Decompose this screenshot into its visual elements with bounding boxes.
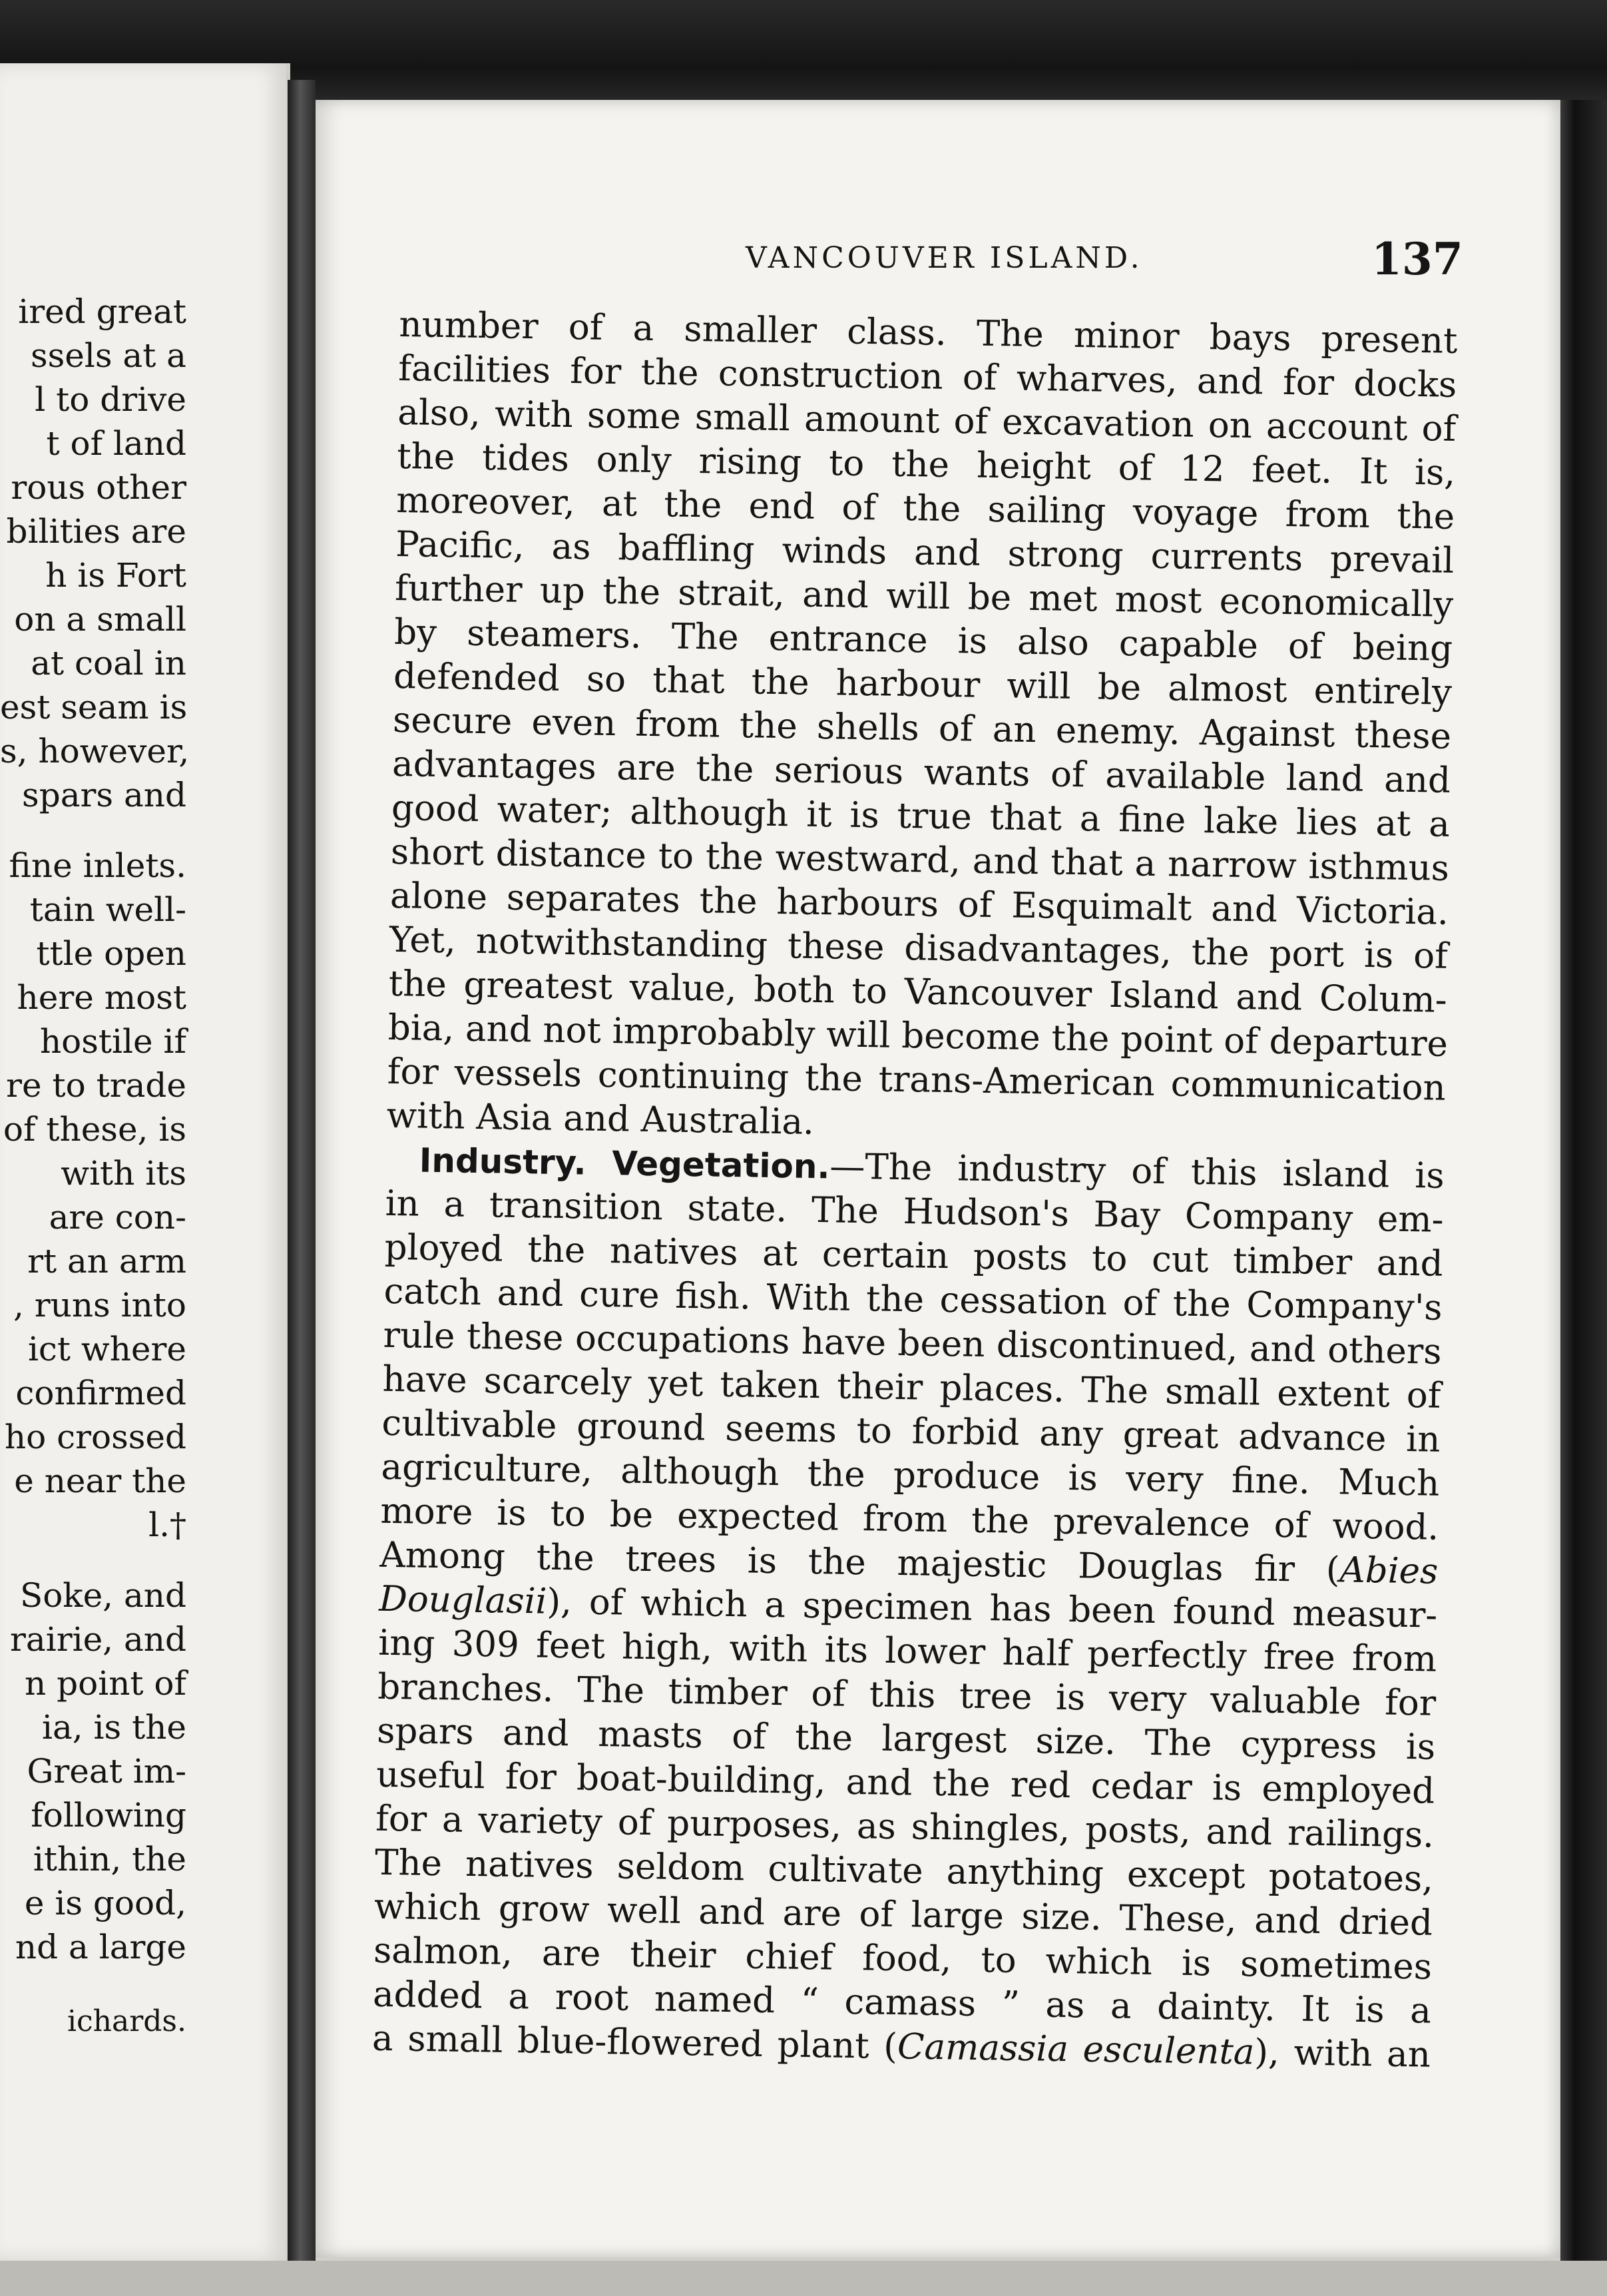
text-line: Pacific, as baffling winds and strong currents prevail xyxy=(395,523,1455,581)
left-page-line: rairie, and xyxy=(10,1620,186,1659)
paragraph-industry-part-a xyxy=(380,1182,1444,1550)
text-line: for a variety of purposes, as shingles, posts, and railings. xyxy=(375,1798,1435,1856)
left-page-line: nd a large xyxy=(15,1928,186,1966)
left-page-line: h is Fort xyxy=(45,556,186,595)
text-line: for vessels continuing the trans-American communication xyxy=(387,1051,1447,1109)
text-line: branches. The timber of this tree is very valuable for xyxy=(377,1666,1437,1724)
text-line: with Asia and Australia. xyxy=(386,1095,815,1143)
text-line: ing 309 feet high, with its lower half perfectly free from xyxy=(377,1622,1437,1680)
left-page-line: ssels at a xyxy=(30,336,186,375)
text-line: cultivable ground seems to forbid any great advance in xyxy=(381,1402,1441,1460)
running-head: VANCOUVER ISLAND. xyxy=(746,241,1143,275)
paragraph-harbour xyxy=(386,303,1458,1155)
text-line: ployed the natives at certain posts to cut timber and xyxy=(384,1227,1444,1285)
text-line: bia, and not improbably will become the point of departure xyxy=(387,1007,1449,1065)
left-page-line: l to drive xyxy=(35,380,186,419)
left-page-line: n point of xyxy=(25,1664,186,1703)
line-text: a small blue-flowered plant ( xyxy=(371,2018,898,2068)
text-line: advantages are the serious wants of available land and xyxy=(391,743,1451,801)
paragraph-industry xyxy=(372,1138,1445,2078)
text-line: in a transition state. The Hudson's Bay Company em- xyxy=(385,1183,1445,1241)
left-page-line: ttle open xyxy=(36,934,186,973)
left-page-line: rt an arm xyxy=(27,1242,186,1281)
italic-term: Camassia esculenta xyxy=(897,2026,1255,2073)
left-page-line: s, however, xyxy=(0,732,190,770)
left-page-line: of these, is xyxy=(3,1110,186,1149)
text-line: number of a smaller class. The minor bays present xyxy=(399,304,1458,362)
text-line: moreover, at the end of the sailing voyage from the xyxy=(395,479,1455,537)
line-text: —The industry of this island is xyxy=(829,1146,1445,1197)
line-text: ), with an xyxy=(1254,2032,1431,2076)
scan-right-edge xyxy=(1560,100,1607,2296)
left-page-line: fine inlets. xyxy=(9,846,186,885)
text-line: added a root named “ camass ” as a dainty. It is a xyxy=(372,1974,1432,2032)
text-line: more is to be expected from the prevalence of wood. xyxy=(380,1490,1439,1548)
left-page-footnote: ichards. xyxy=(67,2004,186,2038)
text-line: useful for boat-building, and the red cedar is employed xyxy=(375,1754,1435,1812)
text-line: good water; although it is true that a fine lake lies at a xyxy=(391,787,1451,845)
text-line: short distance to the westward, and that a narrow isthmus xyxy=(390,831,1450,889)
page-number: 137 xyxy=(1371,233,1463,285)
left-page-line: spars and xyxy=(22,776,186,814)
left-page-line: est seam is xyxy=(0,688,188,726)
text-line: catch and cure fish. With the cessation of the Company's xyxy=(383,1271,1443,1328)
line-text: Among the trees is the majestic Douglas fir ( xyxy=(379,1534,1341,1591)
text-line: the greatest value, both to Vancouver Island and Colum- xyxy=(388,963,1448,1021)
left-page xyxy=(0,63,290,2261)
text-line: alone separates the harbours of Esquimalt and Victoria. xyxy=(389,875,1449,933)
left-page-line: e is good, xyxy=(24,1884,186,1922)
left-page-line: following xyxy=(31,1796,186,1835)
page-body xyxy=(372,303,1458,2078)
left-page-line: , runs into xyxy=(13,1286,186,1324)
left-page-line: rous other xyxy=(11,468,186,507)
left-page-line: here most xyxy=(17,978,186,1017)
left-page-line: tain well- xyxy=(29,890,186,929)
left-page-line: ia, is the xyxy=(41,1708,186,1747)
text-line: also, with some small amount of excavation on account of xyxy=(397,392,1457,449)
left-page-line: on a small xyxy=(14,600,186,639)
left-page-line: ithin, the xyxy=(33,1840,186,1878)
italic-term: Douglasii xyxy=(378,1578,547,1622)
text-line: The natives seldom cultivate anything except potatoes, xyxy=(374,1842,1434,1900)
left-page-text xyxy=(0,290,286,2044)
text-line: have scarcely yet taken their places. The small extent of xyxy=(382,1358,1441,1416)
left-page-line: t of land xyxy=(46,424,186,463)
left-page-line: l.† xyxy=(148,1506,186,1544)
text-line: Yet, notwithstanding these disadvantages, the port is of xyxy=(389,919,1449,977)
left-page-line: confirmed xyxy=(15,1374,186,1412)
text-line: defended so that the harbour will be almost entirely xyxy=(393,655,1453,713)
left-page-line: hostile if xyxy=(39,1022,186,1061)
left-page-line: Great im- xyxy=(27,1752,186,1791)
left-page-line: re to trade xyxy=(6,1066,186,1105)
text-line: further up the strait, and will be met most economically xyxy=(394,567,1454,625)
paragraph-industry-part-b xyxy=(373,1621,1437,2034)
text-line: agriculture, although the produce is very fine. Much xyxy=(381,1446,1440,1504)
text-line: the tides only rising to the height of 12 feet. It is, xyxy=(396,435,1456,493)
italic-term: Abies xyxy=(1339,1550,1439,1592)
left-page-line: ired great xyxy=(18,292,186,331)
scan-bottom-border xyxy=(0,2261,1607,2296)
text-line: which grow well and are of large size. These, and dried xyxy=(373,1886,1433,1944)
text-line: salmon, are their chief food, to which is sometimes xyxy=(373,1930,1433,1988)
text-line: by steamers. The entrance is also capable of being xyxy=(393,611,1453,669)
left-page-line: ho crossed xyxy=(4,1418,186,1456)
left-page-line: are con- xyxy=(49,1198,186,1237)
book-spine xyxy=(288,80,316,2271)
text-line: spars and masts of the largest size. The cypress is xyxy=(376,1710,1436,1768)
text-line: rule these occupations have been discontinued, and others xyxy=(383,1314,1442,1372)
left-page-line: ict where xyxy=(27,1330,186,1368)
line-text: ), of which a specimen has been found measur- xyxy=(547,1581,1438,1636)
text-line: facilities for the construction of wharves, and for docks xyxy=(397,348,1457,406)
section-heading: Industry. Vegetation. xyxy=(419,1141,830,1187)
left-page-line: Soke, and xyxy=(19,1576,186,1615)
left-page-line: bilities are xyxy=(6,512,186,551)
left-page-line: with its xyxy=(61,1154,186,1193)
left-page-line: at coal in xyxy=(31,644,186,683)
left-page-line: e near the xyxy=(14,1462,186,1500)
text-line: secure even from the shells of an enemy. Against these xyxy=(392,699,1452,757)
